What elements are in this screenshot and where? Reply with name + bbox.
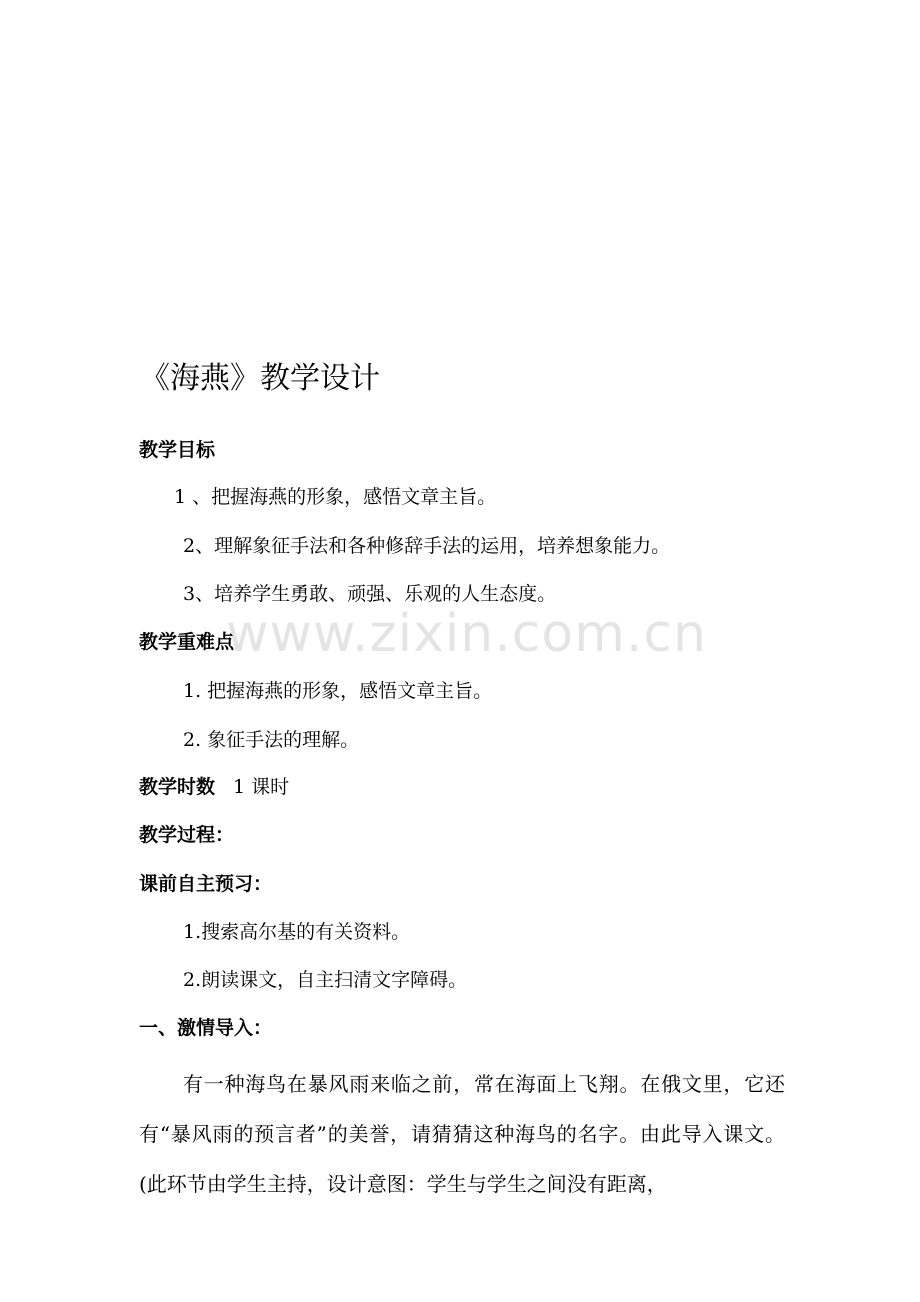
preview-heading: 课前自主预习： [139, 873, 273, 895]
key-points-heading: 教学重难点 [139, 631, 235, 653]
intro-paragraph: 有一种海鸟在暴风雨来临之前，常在海面上飞翔。在俄文里，它还有“暴风雨的预言者”的美誉，请猜猜这种海鸟的名字。由此导入课文。(此环节由学生主持，设计意图：学生与学生之间没有距离， [139, 1072, 785, 1196]
key-point-item: 2. 象征手法的理解。 [183, 729, 360, 751]
intro-heading: 一、激情导入： [139, 1017, 273, 1039]
hours-heading: 教学时数 [139, 776, 216, 798]
process-heading: 教学过程： [139, 824, 235, 846]
hours-row [139, 773, 289, 801]
preview-item: 2.朗读课文，自主扫清文字障碍。 [183, 969, 468, 991]
objectives-heading: 教学目标 [139, 439, 216, 461]
objective-item: 2、理解象征手法和各种修辞手法的运用，培养想象能力。 [183, 535, 671, 557]
key-point-item: 1. 把握海燕的形象，感悟文章主旨。 [183, 680, 493, 702]
document-title: 《海燕》教学设计 [140, 361, 380, 396]
hours-value: 1 课时 [233, 776, 290, 798]
watermark: www.zixin.com.cn [226, 604, 707, 664]
preview-item: 1.搜索高尔基的有关资料。 [183, 921, 411, 943]
objective-item: 1 、把握海燕的形象，感悟文章主旨。 [174, 486, 497, 508]
objective-item: 3、培养学生勇敢、顽强、乐观的人生态度。 [183, 583, 557, 605]
